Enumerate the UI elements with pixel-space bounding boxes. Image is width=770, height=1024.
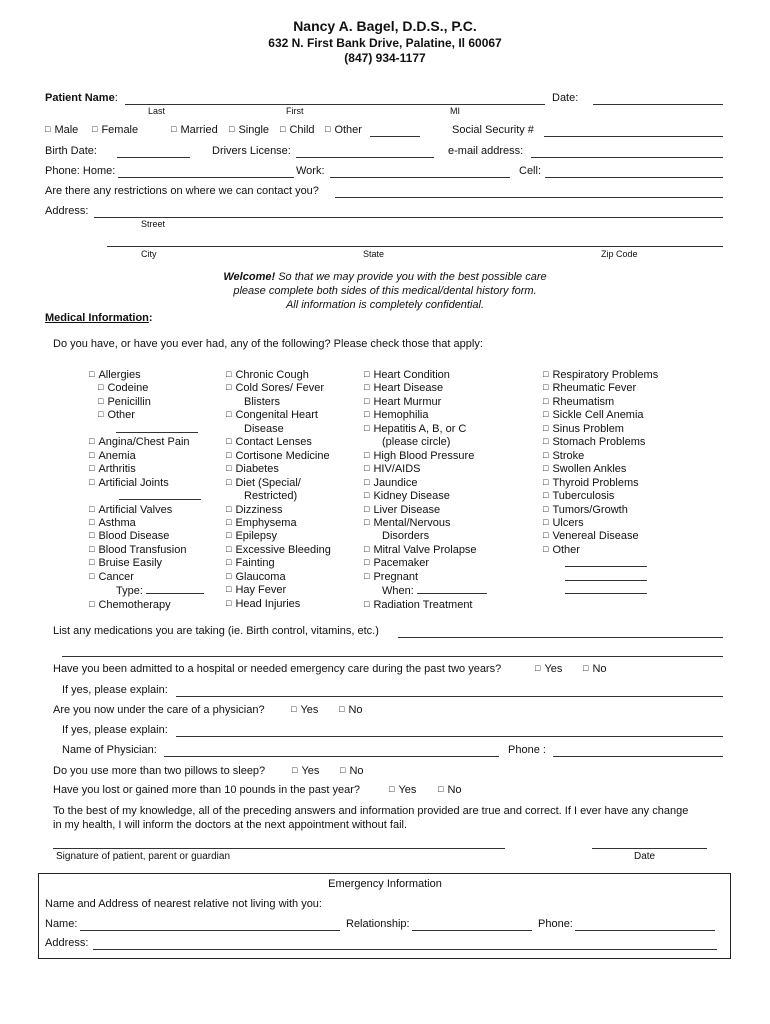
ssn-label: Social Security # — [452, 124, 534, 136]
welcome-line-2: please complete both sides of this medical/dental history form. — [233, 285, 537, 297]
swollen-ankles-checkbox[interactable]: □ Swollen Ankles — [543, 463, 658, 476]
liver-disease-checkbox[interactable]: □ Liver Disease — [364, 504, 487, 517]
ssn-field[interactable] — [544, 136, 723, 137]
other-condition-field-1[interactable] — [543, 557, 658, 570]
emergency-name-label: Name: — [45, 918, 78, 930]
fainting-checkbox[interactable]: □ Fainting — [226, 557, 331, 570]
street-caption: Street — [141, 219, 166, 229]
blood-disease-checkbox[interactable]: □ Blood Disease — [89, 530, 204, 543]
artificial-joints-checkbox[interactable]: □ Artificial Joints — [89, 477, 204, 490]
stomach-checkbox[interactable]: □ Stomach Problems — [543, 436, 658, 449]
congenital-heart-checkbox[interactable]: □ Congenital Heart — [226, 409, 331, 422]
date-label: Date: — [552, 92, 579, 104]
sickle-cell-checkbox[interactable]: □ Sickle Cell Anemia — [543, 409, 658, 422]
disease-text: Disease — [244, 422, 284, 435]
heart-murmur-checkbox[interactable]: □ Heart Murmur — [364, 396, 487, 409]
thyroid-checkbox[interactable]: □ Thyroid Problems — [543, 477, 658, 490]
radiation-treatment-checkbox[interactable]: □ Radiation Treatment — [364, 599, 487, 612]
married-checkbox[interactable]: □ Married — [171, 124, 218, 136]
restricted-text: Restricted) — [244, 490, 298, 503]
conditions-column-2 — [226, 369, 331, 611]
work-field[interactable] — [330, 177, 510, 178]
other-checkbox[interactable]: □ Other — [325, 124, 362, 136]
emergency-relative-label: Name and Address of nearest relative not living with you: — [45, 898, 322, 910]
rheumatism-checkbox[interactable]: □ Rheumatism — [543, 396, 658, 409]
anemia-checkbox[interactable]: □ Anemia — [89, 450, 204, 463]
venereal-checkbox[interactable]: □ Venereal Disease — [543, 530, 658, 543]
high-blood-pressure-checkbox[interactable]: □ High Blood Pressure — [364, 450, 487, 463]
physician-explain-label: If yes, please explain: — [62, 724, 168, 736]
conditions-column-3 — [364, 369, 487, 612]
signature-field[interactable] — [53, 848, 505, 849]
disorders-text: Disorders — [382, 530, 430, 543]
emergency-relationship-field[interactable] — [412, 930, 532, 931]
other-condition-field-2[interactable] — [543, 571, 658, 584]
cell-label: Cell: — [519, 165, 542, 177]
kidney-disease-checkbox[interactable]: □ Kidney Disease — [364, 490, 487, 503]
rheumatic-fever-checkbox[interactable]: □ Rheumatic Fever — [543, 382, 658, 395]
conditions-column-1 — [89, 369, 204, 612]
emphysema-checkbox[interactable]: □ Emphysema — [226, 517, 331, 530]
chronic-cough-checkbox[interactable]: □ Chronic Cough — [226, 369, 331, 382]
child-checkbox[interactable]: □ Child — [280, 124, 315, 136]
hiv-aids-checkbox[interactable]: □ HIV/AIDS — [364, 463, 487, 476]
mental-nervous-checkbox[interactable]: □ Mental/Nervous — [364, 517, 487, 530]
asthma-checkbox[interactable]: □ Asthma — [89, 517, 204, 530]
allergies-checkbox[interactable]: □ Allergies — [89, 369, 204, 382]
first-caption: First — [286, 106, 304, 116]
pillows-yes-checkbox[interactable]: □ Yes — [292, 765, 319, 777]
emergency-phone-label: Phone: — [538, 918, 573, 930]
mi-caption: MI — [450, 106, 460, 116]
patient-name-field[interactable] — [125, 104, 545, 105]
emergency-relationship-label: Relationship: — [346, 918, 410, 930]
cell-field[interactable] — [545, 177, 723, 178]
medications-question: List any medications you are taking (ie. Birth control, vitamins, etc.) — [53, 625, 379, 637]
blood-transfusion-checkbox[interactable]: □ Blood Transfusion — [89, 544, 204, 557]
artificial-valves-checkbox[interactable]: □ Artificial Valves — [89, 504, 204, 517]
head-injuries-checkbox[interactable]: □ Head Injuries — [226, 598, 331, 611]
glaucoma-checkbox[interactable]: □ Glaucoma — [226, 571, 331, 584]
arthritis-checkbox[interactable]: □ Arthritis — [89, 463, 204, 476]
pregnant-when-field[interactable]: When: — [364, 584, 487, 598]
contact-lenses-checkbox[interactable]: □ Contact Lenses — [226, 436, 331, 449]
cancer-checkbox[interactable]: □ Cancer — [89, 571, 204, 584]
medications-field-2[interactable] — [62, 656, 723, 657]
last-caption: Last — [148, 106, 166, 116]
cold-sores-checkbox[interactable]: □ Cold Sores/ Fever — [226, 382, 331, 395]
hospital-question: Have you been admitted to a hospital or needed emergency care during the past two years? — [53, 663, 502, 675]
signature-date-caption: Date — [634, 851, 656, 862]
hepatitis-checkbox[interactable]: □ Hepatitis A, B, or C — [364, 423, 487, 436]
city-caption: City — [141, 249, 157, 259]
respiratory-checkbox[interactable]: □ Respiratory Problems — [543, 369, 658, 382]
physician-yes-checkbox[interactable]: □ Yes — [291, 704, 318, 716]
city-state-zip-field[interactable] — [107, 246, 723, 247]
emergency-title: Emergency Information — [328, 878, 442, 890]
hemophilia-checkbox[interactable]: □ Hemophilia — [364, 409, 487, 422]
welcome-line-3: All information is completely confidential. — [285, 299, 485, 311]
please-circle-text: (please circle) — [382, 436, 451, 449]
hospital-no-checkbox[interactable]: □ No — [583, 663, 607, 675]
restrictions-question: Are there any restrictions on where we can contact you? — [45, 185, 319, 197]
joints-field[interactable] — [89, 490, 204, 503]
weight-yes-checkbox[interactable]: □ Yes — [389, 784, 416, 796]
heart-disease-checkbox[interactable]: □ Heart Disease — [364, 382, 487, 395]
pregnant-checkbox[interactable]: □ Pregnant — [364, 571, 487, 584]
physician-phone-label: Phone : — [508, 744, 546, 756]
hospital-yes-checkbox[interactable]: □ Yes — [535, 663, 562, 675]
codeine-checkbox[interactable]: □ Codeine — [89, 382, 204, 395]
pillows-no-checkbox[interactable]: □ No — [340, 765, 364, 777]
penicillin-checkbox[interactable]: □ Penicillin — [89, 396, 204, 409]
other-allergy-field[interactable] — [89, 423, 204, 436]
emergency-address-field[interactable] — [93, 949, 717, 950]
date-field[interactable] — [593, 104, 723, 105]
email-field[interactable] — [531, 157, 723, 158]
other-field[interactable] — [370, 136, 420, 137]
signature-date-field[interactable] — [592, 848, 707, 849]
weight-no-checkbox[interactable]: □ No — [438, 784, 462, 796]
emergency-name-field[interactable] — [80, 930, 340, 931]
zip-caption: Zip Code — [601, 249, 638, 259]
jaundice-checkbox[interactable]: □ Jaundice — [364, 477, 487, 490]
physician-explain-field[interactable] — [176, 736, 723, 737]
emergency-address-label: Address: — [45, 937, 89, 949]
diabetes-checkbox[interactable]: □ Diabetes — [226, 463, 331, 476]
birth-date-field[interactable] — [117, 157, 190, 158]
license-label: Drivers License: — [212, 145, 291, 157]
hospital-explain-field[interactable] — [176, 696, 723, 697]
signature-caption: Signature of patient, parent or guardian — [56, 851, 231, 862]
birth-date-label: Birth Date: — [45, 145, 97, 157]
practice-name: Nancy A. Bagel, D.D.S., P.C. — [293, 18, 477, 34]
physician-care-question: Are you now under the care of a physician? — [53, 704, 265, 716]
physician-name-label: Name of Physician: — [62, 744, 157, 756]
conditions-column-4 — [543, 369, 658, 598]
email-label: e-mail address: — [448, 145, 524, 157]
stroke-checkbox[interactable]: □ Stroke — [543, 450, 658, 463]
certification-line-2: in my health, I will inform the doctors at the next appointment without fail. — [53, 819, 408, 831]
single-checkbox[interactable]: □ Single — [229, 124, 269, 136]
medications-field[interactable] — [398, 637, 723, 638]
phone-home-field[interactable] — [118, 177, 294, 178]
practice-address: 632 N. First Bank Drive, Palatine, Il 60067 — [268, 36, 502, 50]
bruise-easily-checkbox[interactable]: □ Bruise Easily — [89, 557, 204, 570]
physician-no-checkbox[interactable]: □ No — [339, 704, 363, 716]
angina-checkbox[interactable]: □ Angina/Chest Pain — [89, 436, 204, 449]
heart-condition-checkbox[interactable]: □ Heart Condition — [364, 369, 487, 382]
epilepsy-checkbox[interactable]: □ Epilepsy — [226, 530, 331, 543]
weight-question: Have you lost or gained more than 10 pounds in the past year? — [53, 784, 360, 796]
emergency-phone-field[interactable] — [575, 930, 715, 931]
physician-name-field[interactable] — [164, 756, 499, 757]
ulcers-checkbox[interactable]: □ Ulcers — [543, 517, 658, 530]
medical-info-title: Medical Information: — [45, 312, 153, 324]
patient-name-label: Patient Name: — [45, 92, 118, 104]
excessive-bleeding-checkbox[interactable]: □ Excessive Bleeding — [226, 544, 331, 557]
tuberculosis-checkbox[interactable]: □ Tuberculosis — [543, 490, 658, 503]
address-label: Address: — [45, 205, 89, 217]
practice-phone: (847) 934-1177 — [344, 51, 426, 65]
hospital-explain-label: If yes, please explain: — [62, 684, 168, 696]
pacemaker-checkbox[interactable]: □ Pacemaker — [364, 557, 487, 570]
other-condition-checkbox[interactable]: □ Other — [543, 544, 658, 557]
work-label: Work: — [296, 165, 325, 177]
blisters-text: Blisters — [244, 395, 281, 408]
chemotherapy-checkbox[interactable]: □ Chemotherapy — [89, 599, 204, 612]
other-allergy-checkbox[interactable]: □ Other — [89, 409, 204, 422]
tumors-checkbox[interactable]: □ Tumors/Growth — [543, 504, 658, 517]
male-checkbox[interactable]: □ Male — [45, 124, 78, 136]
sinus-checkbox[interactable]: □ Sinus Problem — [543, 423, 658, 436]
pillows-question: Do you use more than two pillows to sleep? — [53, 765, 266, 777]
other-condition-field-3[interactable] — [543, 584, 658, 597]
cortisone-checkbox[interactable]: □ Cortisone Medicine — [226, 450, 331, 463]
female-checkbox[interactable]: □ Female — [92, 124, 138, 136]
medical-question: Do you have, or have you ever had, any of the following? Please check those that apply: — [53, 338, 483, 350]
physician-phone-field[interactable] — [553, 756, 723, 757]
phone-home-label: Phone: Home: — [45, 165, 116, 177]
street-field[interactable] — [94, 217, 723, 218]
state-caption: State — [363, 249, 385, 259]
welcome-line-1: Welcome! So that we may provide you with the best possible care — [223, 271, 547, 283]
cancer-type-field[interactable]: Type: — [89, 584, 204, 598]
restrictions-field[interactable] — [335, 197, 723, 198]
hay-fever-checkbox[interactable]: □ Hay Fever — [226, 584, 331, 597]
diet-checkbox[interactable]: □ Diet (Special/ — [226, 477, 331, 490]
dizziness-checkbox[interactable]: □ Dizziness — [226, 504, 331, 517]
certification-line-1: To the best of my knowledge, all of the preceding answers and information provided are true and correct. If I ever have any change — [53, 805, 689, 817]
license-field[interactable] — [296, 157, 434, 158]
mitral-valve-checkbox[interactable]: □ Mitral Valve Prolapse — [364, 544, 487, 557]
